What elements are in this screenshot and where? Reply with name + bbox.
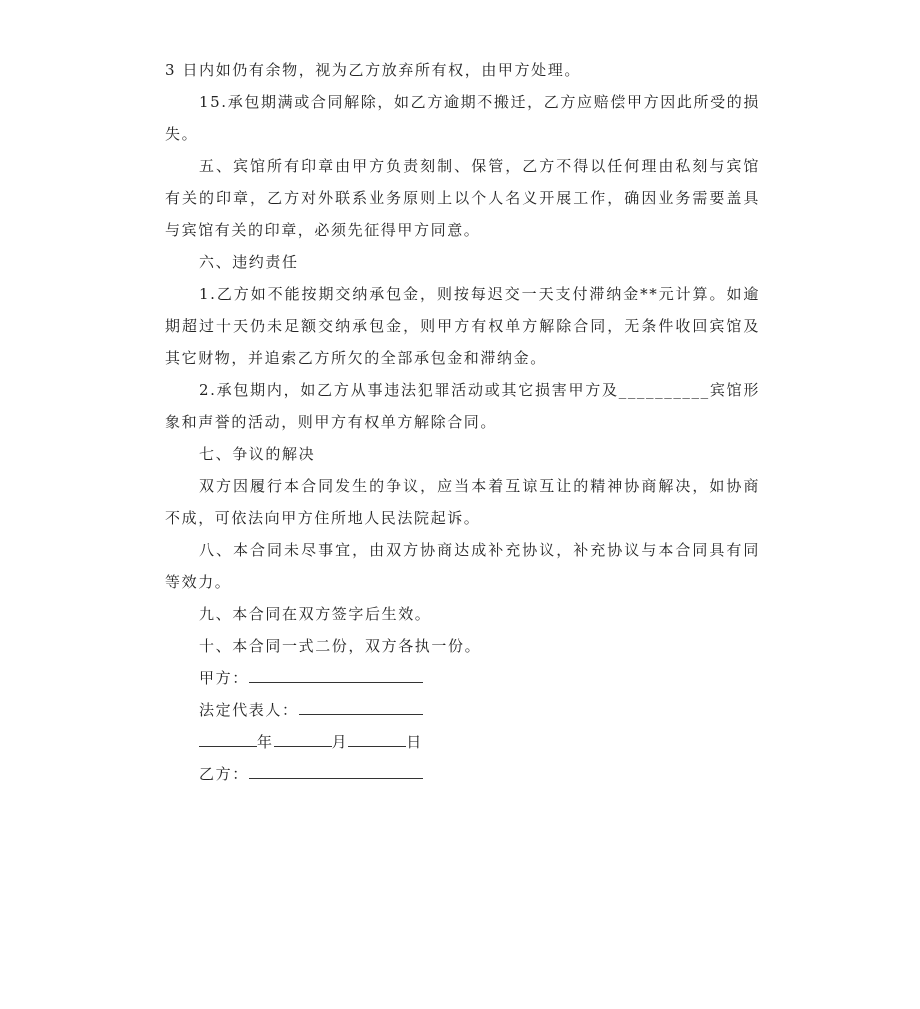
section-5-seals: 五、宾馆所有印章由甲方负责刻制、保管，乙方不得以任何理由私刻与宾馆有关的印章，乙方对外联系业务原则上以个人名义开展工作，确因业务需要盖具与宾馆有关的印章，必须先征得甲方同意。 — [165, 157, 760, 239]
section-8-supplement: 八、本合同未尽事宜，由双方协商达成补充协议，补充协议与本合同具有同等效力。 — [165, 541, 760, 591]
dispute-resolution-text: 双方因履行本合同发生的争议，应当本着互谅互让的精神协商解决，如协商不成，可依法向甲方住所地人民法院起诉。 — [165, 477, 760, 527]
breach-clause-2: 2.承包期内，如乙方从事违法犯罪活动或其它损害甲方及__________宾馆形象和声誉的活动，则甲方有权单方解除合同。 — [165, 381, 760, 431]
date-line — [165, 726, 760, 758]
document-page — [165, 54, 760, 790]
day-blank — [348, 729, 406, 747]
month-label: 月 — [331, 733, 349, 751]
section-10-copies: 十、本合同一式二份，双方各执一份。 — [199, 637, 482, 655]
legal-rep-signature-line — [165, 694, 760, 726]
breach-clause-1: 1.乙方如不能按期交纳承包金，则按每迟交一天支付滞纳金**元计算。如逾期超过十天仍未足额交纳承包金，则甲方有权单方解除合同，无条件收回宾馆及其它财物，并追索乙方所欠的全部承包金和滞纳金。 — [165, 285, 760, 367]
section-6-heading: 六、违约责任 — [199, 253, 299, 271]
party-a-label: 甲方： — [199, 669, 249, 687]
party-b-label: 乙方： — [199, 765, 249, 783]
year-blank — [199, 729, 257, 747]
party-a-signature-line — [165, 662, 760, 694]
paragraph-continuation: 3 日内如仍有余物，视为乙方放弃所有权，由甲方处理。 — [165, 61, 581, 79]
year-label: 年 — [257, 733, 274, 751]
party-b-blank — [249, 761, 423, 779]
legal-rep-label: 法定代表人： — [199, 701, 299, 719]
party-a-blank — [249, 665, 423, 683]
clause-15: 15.承包期满或合同解除，如乙方逾期不搬迁，乙方应赔偿甲方因此所受的损失。 — [165, 93, 760, 143]
legal-rep-blank — [299, 697, 423, 715]
day-label: 日 — [406, 733, 423, 751]
section-9-effective: 九、本合同在双方签字后生效。 — [199, 605, 432, 623]
section-7-heading: 七、争议的解决 — [199, 445, 316, 463]
party-b-signature-line — [165, 758, 760, 790]
month-blank — [274, 729, 332, 747]
